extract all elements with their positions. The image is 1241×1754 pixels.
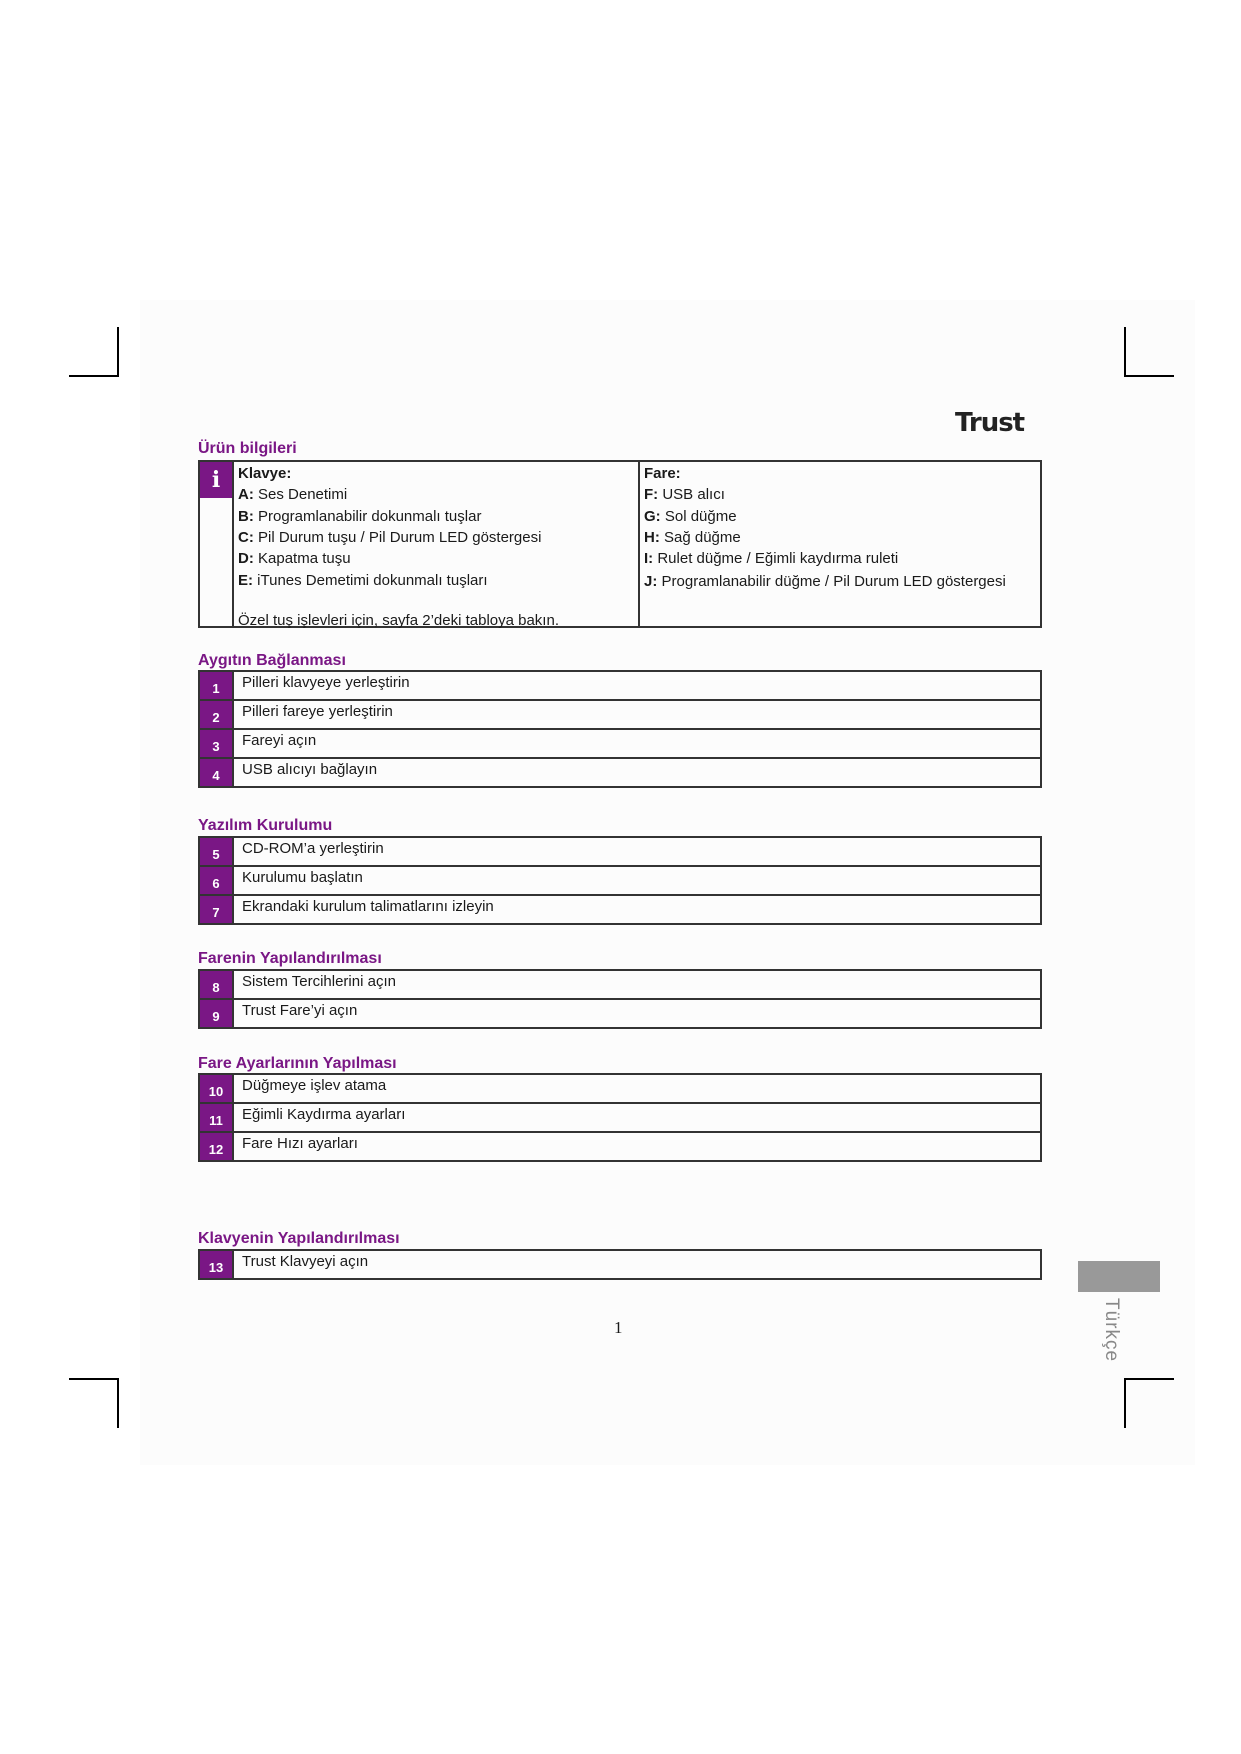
mouse-item: I: Rulet düğme / Eğimli kaydırma ruleti bbox=[644, 550, 899, 567]
keyboard-column bbox=[238, 462, 559, 631]
info-icon: i bbox=[200, 462, 232, 498]
step-label: CD-ROM’a yerleştirin bbox=[242, 840, 384, 857]
step-label: Kurulumu başlatın bbox=[242, 869, 363, 886]
step-number: 6 bbox=[200, 867, 232, 894]
step-number: 10 bbox=[200, 1075, 232, 1102]
step-label: USB alıcıyı bağlayın bbox=[242, 761, 378, 778]
step-label: Pilleri fareye yerleştirin bbox=[242, 703, 393, 720]
step-number: 9 bbox=[200, 1000, 232, 1027]
step-label: Trust Fare’yi açın bbox=[242, 1002, 358, 1019]
step-number: 8 bbox=[200, 971, 232, 998]
step-row bbox=[198, 728, 1042, 759]
mouse-config-steps bbox=[198, 969, 1042, 1029]
step-row bbox=[198, 969, 1042, 1000]
section-title-connect: Aygıtın Bağlanması bbox=[198, 652, 346, 669]
page-number: 1 bbox=[614, 1318, 623, 1337]
step-row bbox=[198, 1102, 1042, 1133]
trust-logo: Trust bbox=[955, 408, 1025, 438]
keyboard-item: A: Ses Denetimi bbox=[238, 486, 348, 503]
step-number: 7 bbox=[200, 896, 232, 923]
step-label: Sistem Tercihlerini açın bbox=[242, 973, 396, 990]
step-number: 5 bbox=[200, 838, 232, 865]
mouse-settings-steps bbox=[198, 1073, 1042, 1162]
step-number: 3 bbox=[200, 730, 232, 757]
step-number: 11 bbox=[200, 1104, 232, 1131]
step-row bbox=[198, 1131, 1042, 1162]
step-number: 2 bbox=[200, 701, 232, 728]
keyboard-config-steps bbox=[198, 1249, 1042, 1280]
mouse-item: G: Sol düğme bbox=[644, 508, 737, 525]
mouse-column bbox=[644, 462, 1006, 592]
icon-column-divider bbox=[232, 462, 234, 626]
step-number: 13 bbox=[200, 1251, 232, 1278]
mouse-heading: Fare: bbox=[644, 465, 681, 482]
section-title-mouse-settings: Fare Ayarlarının Yapılması bbox=[198, 1055, 397, 1072]
section-title-keyboard-config: Klavyenin Yapılandırılması bbox=[198, 1230, 400, 1247]
step-label: Fare Hızı ayarları bbox=[242, 1135, 358, 1152]
step-row bbox=[198, 865, 1042, 896]
step-row bbox=[198, 894, 1042, 925]
step-row bbox=[198, 1073, 1042, 1104]
step-row bbox=[198, 699, 1042, 730]
step-label: Trust Klavyeyi açın bbox=[242, 1253, 369, 1270]
section-title-mouse-config: Farenin Yapılandırılması bbox=[198, 950, 382, 967]
step-row bbox=[198, 757, 1042, 788]
step-label: Eğimli Kaydırma ayarları bbox=[242, 1106, 406, 1123]
software-steps bbox=[198, 836, 1042, 925]
language-tab bbox=[1078, 1261, 1160, 1292]
keyboard-item: B: Programlanabilir dokunmalı tuşlar bbox=[238, 508, 482, 525]
step-number: 12 bbox=[200, 1133, 232, 1160]
step-label: Düğmeye işlev atama bbox=[242, 1077, 387, 1094]
keyboard-item: D: Kapatma tuşu bbox=[238, 550, 351, 567]
keyboard-heading: Klavye: bbox=[238, 465, 292, 482]
step-number: 4 bbox=[200, 759, 232, 786]
mouse-item: J: Programlanabilir düğme / Pil Durum LED göstergesi bbox=[644, 573, 1006, 590]
keyboard-item: E: iTunes Demetimi dokunmalı tuşları bbox=[238, 572, 488, 589]
connect-steps bbox=[198, 670, 1042, 788]
mouse-item: F: USB alıcı bbox=[644, 486, 725, 503]
step-label: Ekrandaki kurulum talimatlarını izleyin bbox=[242, 898, 494, 915]
keyboard-note: Özel tuş işlevleri için, sayfa 2’deki tabloya bakın. bbox=[238, 612, 559, 629]
step-row bbox=[198, 998, 1042, 1029]
step-label: Pilleri klavyeye yerleştirin bbox=[242, 674, 410, 691]
step-row bbox=[198, 670, 1042, 701]
mouse-item: H: Sağ düğme bbox=[644, 529, 741, 546]
language-label: Türkçe bbox=[1101, 1298, 1122, 1363]
keyboard-item: C: Pil Durum tuşu / Pil Durum LED göstergesi bbox=[238, 529, 542, 546]
step-label: Fareyi açın bbox=[242, 732, 317, 749]
column-divider bbox=[638, 462, 640, 626]
section-title-software: Yazılım Kurulumu bbox=[198, 817, 333, 834]
section-title-product-info: Ürün bilgileri bbox=[198, 440, 297, 457]
step-row bbox=[198, 1249, 1042, 1280]
product-info-box bbox=[198, 460, 1042, 628]
step-number: 1 bbox=[200, 672, 232, 699]
step-row bbox=[198, 836, 1042, 867]
